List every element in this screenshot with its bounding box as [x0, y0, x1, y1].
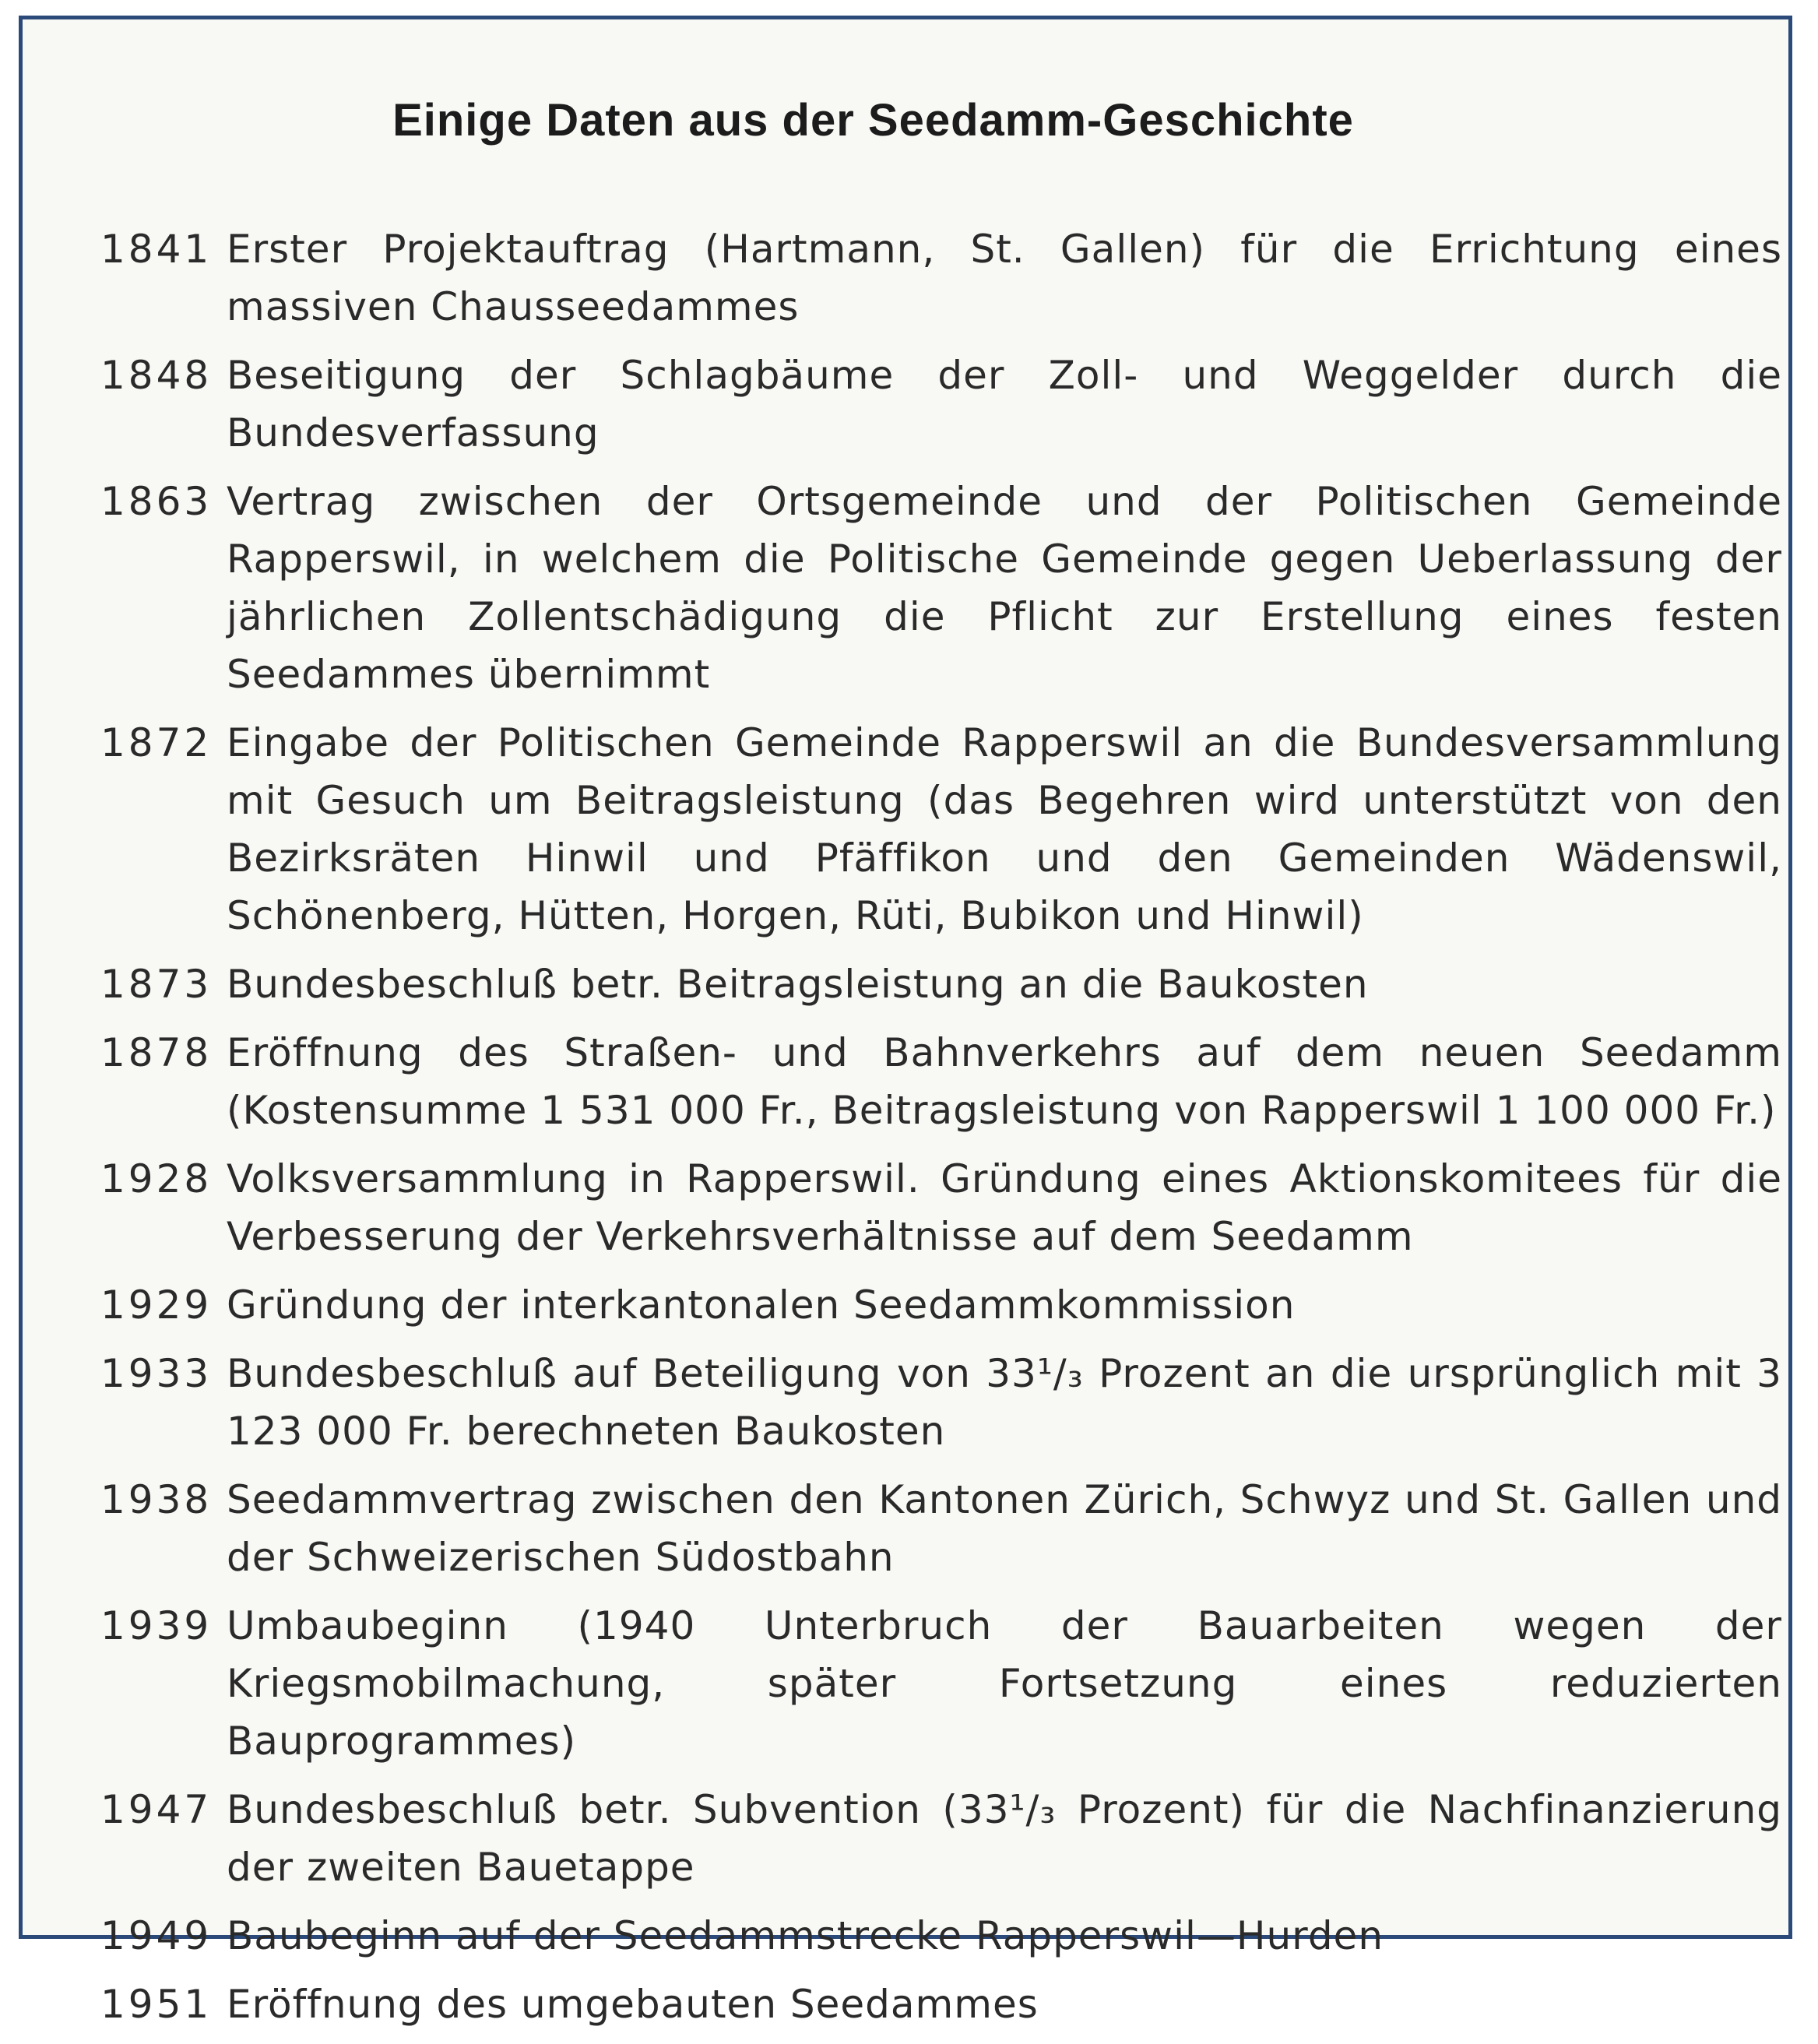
timeline-list	[100, 220, 1782, 2044]
entry-year: 1939	[100, 1603, 213, 1648]
entry-text: Erster Projektauftrag (Hartmann, St. Gallen) für die Errichtung eines massiven Chausseedammes	[227, 227, 1782, 329]
timeline-entry	[100, 1024, 1782, 1139]
entry-text: Beseitigung der Schlagbäume der Zoll- und Weggelder durch die Bundesverfassung	[227, 353, 1782, 456]
timeline-entry	[100, 473, 1782, 703]
timeline-entry	[100, 347, 1782, 462]
timeline-entry	[100, 955, 1782, 1013]
entry-year: 1873	[100, 962, 213, 1007]
timeline-entry	[100, 1975, 1782, 2033]
entry-text: Eröffnung des Straßen- und Bahnverkehrs auf dem neuen Seedamm (Kostensumme 1 531 000 Fr., Beitragsleistung von Rapperswil 1 100 000 Fr.)	[227, 1030, 1782, 1133]
timeline-entry	[100, 1471, 1782, 1586]
timeline-entry	[100, 1907, 1782, 1965]
timeline-entry	[100, 1781, 1782, 1896]
entry-year: 1878	[100, 1030, 213, 1075]
entry-year: 1951	[100, 1982, 213, 2027]
entry-year: 1863	[100, 479, 213, 524]
timeline-entry	[100, 1597, 1782, 1770]
entry-text: Bundesbeschluß auf Beteiligung von 33¹/₃ Prozent an die ursprünglich mit 3 123 000 Fr. berechneten Baukosten	[227, 1351, 1782, 1454]
entry-year: 1848	[100, 353, 213, 398]
document-title: Einige Daten aus der Seedamm-Geschichte	[392, 95, 1354, 146]
timeline-entry	[100, 1345, 1782, 1460]
entry-year: 1949	[100, 1913, 213, 1958]
entry-text: Eröffnung des umgebauten Seedammes	[227, 1982, 1039, 2027]
document-frame	[19, 16, 1792, 2027]
timeline-entry	[100, 1150, 1782, 1265]
entry-year: 1929	[100, 1282, 213, 1328]
entry-year: 1938	[100, 1477, 213, 1522]
entry-text: Volksversammlung in Rapperswil. Gründung eines Aktionskomitees für die Verbesserung der Verkehrsverhältnisse auf dem Seedamm	[227, 1156, 1782, 1259]
entry-year: 1872	[100, 720, 213, 765]
timeline-entry	[100, 1276, 1782, 1334]
entry-text: Seedammvertrag zwischen den Kantonen Zürich, Schwyz und St. Gallen und der Schweizerischen Südostbahn	[227, 1477, 1782, 1580]
entry-text: Eingabe der Politischen Gemeinde Rapperswil an die Bundesversammlung mit Gesuch um Beitragsleistung (das Begehren wird unterstützt von den Bezirksräten Hinwil und Pfäffikon und den Gemeinden Wädenswil, Schönenberg, Hütten, Horgen, Rüti, Bubikon und Hinwil)	[227, 720, 1782, 938]
entry-year: 1841	[100, 227, 213, 272]
entry-text: Vertrag zwischen der Ortsgemeinde und der Politischen Gemeinde Rapperswil, in welchem die Politische Gemeinde gegen Ueberlassung der jährlichen Zollentschädigung die Pflicht zur Erstellung eines festen Seedammes übernimmt	[227, 479, 1782, 697]
timeline-entry	[100, 714, 1782, 945]
entry-text: Bundesbeschluß betr. Subvention (33¹/₃ Prozent) für die Nachfinanzierung der zweiten Bauetappe	[227, 1787, 1782, 1890]
entry-text: Baubeginn auf der Seedammstrecke Rapperswil—Hurden	[227, 1913, 1384, 1958]
entry-text: Umbaubeginn (1940 Unterbruch der Bauarbeiten wegen der Kriegsmobilmachung, später Fortsetzung eines reduzierten Bauprogrammes)	[227, 1603, 1782, 1764]
entry-year: 1933	[100, 1351, 213, 1396]
entry-text: Bundesbeschluß betr. Beitragsleistung an die Baukosten	[227, 962, 1369, 1007]
entry-text: Gründung der interkantonalen Seedammkommission	[227, 1282, 1296, 1328]
entry-year: 1928	[100, 1156, 213, 1201]
entry-year: 1947	[100, 1787, 213, 1832]
timeline-entry	[100, 220, 1782, 336]
